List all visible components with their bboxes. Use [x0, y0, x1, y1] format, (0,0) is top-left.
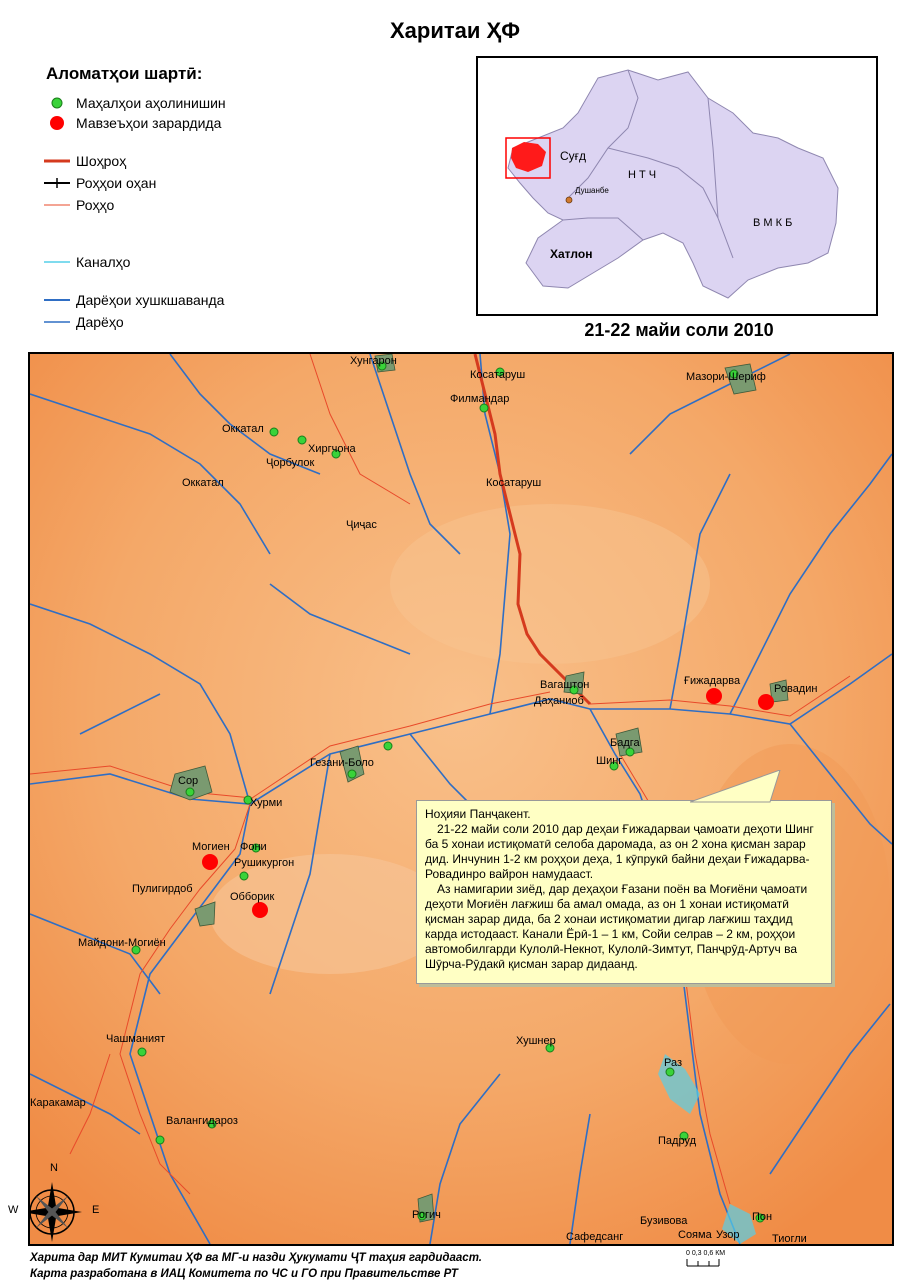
tajikistan-outline	[478, 58, 876, 314]
credits-line-1: Харита дар МИТ Кумитаи ҲФ ва МГ-и назди Ҳукумати ҶТ таҳия гардидааст.	[30, 1252, 482, 1264]
callout-paragraph-1: 21-22 майи соли 2010 дар деҳаи Ғижадарваи ҷамоати деҳоти Шинг ба 5 хонаи истиқоматӣ селоба даромада, аз он 2 хона қисман зарар дид. Инчунин 1-2 км роҳҳои деҳа, 1 кӯпрукӣ байни деҳаи Ғижадарва-Ровадинро вайрон намудааст.	[425, 822, 814, 881]
callout-pointer	[690, 770, 810, 804]
damaged-dot-icon	[44, 116, 70, 130]
map-date: 21-22 майи соли 2010	[584, 320, 774, 340]
place-padrud: Падруд	[658, 1135, 696, 1147]
place-gijdarva: Ғижадарва	[684, 675, 741, 687]
place-pon: Пон	[752, 1211, 773, 1223]
legend-dry-rivers: Дарёҳои хушкшаванда	[44, 291, 224, 309]
river-line-icon	[44, 315, 70, 329]
scale-bar	[686, 1250, 725, 1269]
place-okkatal-1: Оккатал	[222, 423, 264, 435]
inset-label-khatlon: Хатлон	[550, 247, 593, 261]
legend-canals: Каналҳо	[44, 253, 130, 271]
place-karakamar: Каракамар	[30, 1097, 86, 1109]
legend-railway: Роҳҳои оҳан	[44, 174, 156, 192]
place-jijas: Ҷиҷас	[346, 519, 377, 531]
inset-label-ntch: Н Т Ч	[628, 169, 657, 181]
place-shing: Шинг	[596, 755, 623, 767]
highway-line-icon	[44, 154, 70, 168]
place-dahaniob: Даҳаниоб	[534, 695, 584, 707]
credits-line-2: Карта разработана в ИАЦ Комитета по ЧС и ГО при Правительстве РТ	[30, 1268, 458, 1280]
place-pulimgidob: Пулигирдоб	[132, 883, 193, 895]
dry-river-line-icon	[44, 293, 70, 307]
place-filmandar: Филмандар	[450, 393, 510, 405]
place-rogich: Рогич	[412, 1209, 441, 1221]
place-ras: Раз	[664, 1057, 683, 1069]
place-kosatarosh-1: Косатаруш	[470, 369, 526, 381]
road-line-icon	[44, 198, 70, 212]
place-jorbulok: Ҷорбулок	[266, 457, 315, 469]
legend-highway: Шоҳроҳ	[44, 152, 126, 170]
legend-damaged: Мавзеъҳои зарардида	[44, 114, 221, 132]
settlement-dot-icon	[44, 96, 70, 110]
inset-label-vmkb: В М К Б	[753, 217, 793, 229]
inset-label-dushanbe: Душанбе	[575, 186, 609, 195]
inset-label-sughd: Суғд	[560, 149, 587, 163]
place-maydoni-mogien: Майдони-Могиён	[78, 937, 166, 949]
place-safedsang: Сафедсанг	[566, 1231, 624, 1243]
legend-road: Роҳҳо	[44, 196, 114, 214]
compass-e: E	[92, 1204, 100, 1216]
canal-line-icon	[44, 255, 70, 269]
place-soyma: Сояма	[678, 1229, 712, 1241]
place-gazani-bolo: Гезани-Боло	[310, 757, 374, 769]
place-foni: Фони	[240, 841, 267, 853]
place-khungaron: Хунгарон	[350, 355, 397, 367]
place-kosatarosh-2: Косатаруш	[486, 477, 542, 489]
place-uzor: Узор	[716, 1229, 740, 1241]
place-khirgchona: Хиргчона	[308, 443, 356, 455]
place-obiborik: Обборик	[230, 891, 275, 903]
place-okkatal-2: Оккатал	[182, 477, 224, 489]
place-khushner: Хушнер	[516, 1035, 556, 1047]
compass-n: N	[50, 1162, 58, 1174]
place-rushtikurgon: Рушикургон	[234, 857, 295, 869]
railway-line-icon	[44, 176, 70, 190]
inset-map	[476, 56, 878, 316]
place-valangidaroz: Валангидароз	[166, 1115, 238, 1127]
legend-title: Аломатҳои шартӣ:	[46, 64, 203, 83]
scale-label: 0 0,3 0,6 КМ	[686, 1250, 726, 1257]
info-callout	[416, 800, 832, 984]
place-chashmaniyat: Чашманият	[106, 1033, 166, 1045]
legend-settlements: Маҳалҳои аҳолинишин	[44, 94, 226, 112]
place-tiogli: Тиогли	[772, 1233, 807, 1244]
callout-paragraph-2: Аз намигарии зиёд, дар деҳаҳои Ғазани поён ва Моғиёни ҷамоати деҳоти Моғиён лағжиш ба амал омада, аз он 1 хонаи истиқоматӣ қисман зарар дида, ба 2 хонаи истиқоматии дигар лағжиш таҳдид карда истодааст. Канали Ёрӣ-1 – 1 км, Сойи селрав – 2 км, роҳҳои автомобилгарди Кулолӣ-Некнот, Кулолӣ-Зимтут, Панҷрӯд-Артуч ва Шӯрча-Рӯдакӣ қисман зарар дидаанд.	[425, 882, 808, 971]
page-title: Харитаи ҲФ	[390, 18, 520, 43]
scale-ticks	[686, 1257, 720, 1267]
place-vagashton: Вагаштон	[540, 679, 590, 691]
place-rovadin: Ровадин	[774, 683, 818, 695]
credits	[30, 1250, 482, 1282]
place-badga: Бадга	[610, 737, 640, 749]
place-sor: Сор	[178, 775, 199, 787]
place-buzvova: Бузивова	[640, 1215, 688, 1227]
callout-heading: Ноҳияи Панҷакент.	[425, 807, 531, 821]
compass-w: W	[8, 1204, 19, 1216]
legend-rivers: Дарёҳо	[44, 313, 124, 331]
place-mogien: Могиен	[192, 841, 230, 853]
place-mazori-sharif: Мазори-Шериф	[686, 371, 766, 383]
place-khurmi: Хурми	[250, 797, 283, 809]
